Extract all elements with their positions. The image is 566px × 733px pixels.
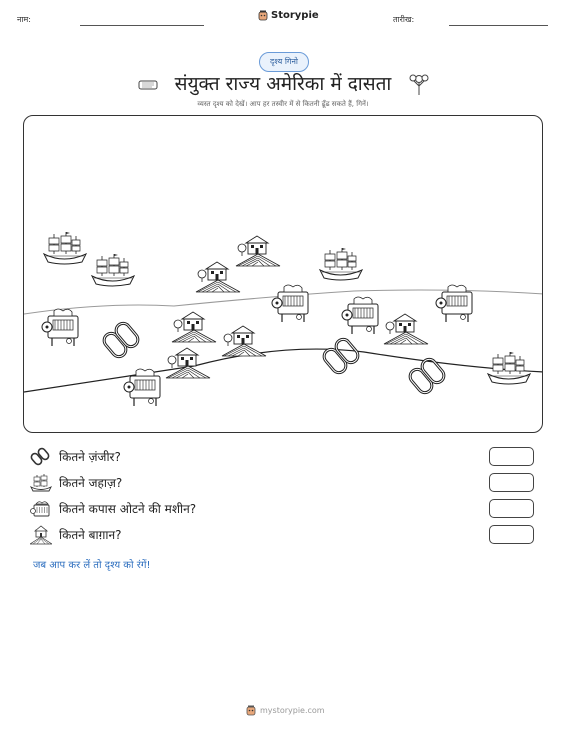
storypie-logo-icon	[246, 705, 256, 716]
question-row-ships	[30, 472, 536, 494]
cotton-gin	[124, 369, 160, 406]
activity-badge: दृश्य गिनो	[259, 52, 309, 72]
brand-name: Storypie	[271, 10, 319, 21]
cotton-gin	[342, 297, 378, 334]
question-row-cotton-gins	[30, 498, 536, 520]
storypie-logo-icon	[258, 10, 268, 21]
name-line[interactable]	[80, 25, 204, 26]
date-label: तारीख:	[393, 15, 415, 24]
answer-box-plantations[interactable]	[489, 525, 534, 544]
ship	[320, 248, 362, 280]
ship	[44, 232, 86, 264]
instructions: व्यस्त दृश्य को देखें। आप हर तस्वीर में से कितनी ढूँढ सकते हैं, गिनें।	[197, 100, 369, 108]
question-text: कितने ज़ंजीर?	[59, 450, 121, 464]
cotton-gin-icon	[30, 499, 52, 519]
cotton-gin	[42, 309, 78, 346]
plantation	[172, 312, 216, 342]
question-row-chains	[30, 446, 536, 468]
answer-box-cotton-gins[interactable]	[489, 499, 534, 518]
ship-icon	[30, 473, 52, 493]
question-row-plantations	[30, 524, 536, 546]
site-footer	[246, 705, 325, 716]
plantation-icon	[30, 525, 52, 545]
site-url[interactable]: mystorypie.com	[260, 706, 325, 715]
chain	[101, 321, 140, 360]
busy-scene	[23, 115, 543, 433]
chain	[321, 337, 360, 376]
cotton-plant-icon	[408, 72, 430, 96]
question-text: कितने कपास ओटने की मशीन?	[59, 502, 197, 516]
ship	[92, 254, 134, 286]
ship	[488, 352, 530, 384]
plantation	[384, 314, 428, 344]
name-label: नाम:	[17, 15, 31, 24]
plantation	[236, 236, 280, 266]
answer-box-chains[interactable]	[489, 447, 534, 466]
chain-icon	[30, 447, 52, 467]
coloring-note: जब आप कर लें तो दृश्य को रंगें!	[33, 560, 151, 571]
plantation	[222, 326, 266, 356]
date-line[interactable]	[449, 25, 548, 26]
answer-box-ships[interactable]	[489, 473, 534, 492]
question-text: कितने जहाज़?	[59, 476, 123, 490]
plantation	[196, 262, 240, 292]
page-title: संयुक्त राज्य अमेरिका में दासता	[174, 73, 392, 95]
brand-logo	[258, 10, 319, 21]
question-text: कितने बाग़ान?	[59, 528, 122, 542]
cotton-gin	[272, 285, 308, 322]
